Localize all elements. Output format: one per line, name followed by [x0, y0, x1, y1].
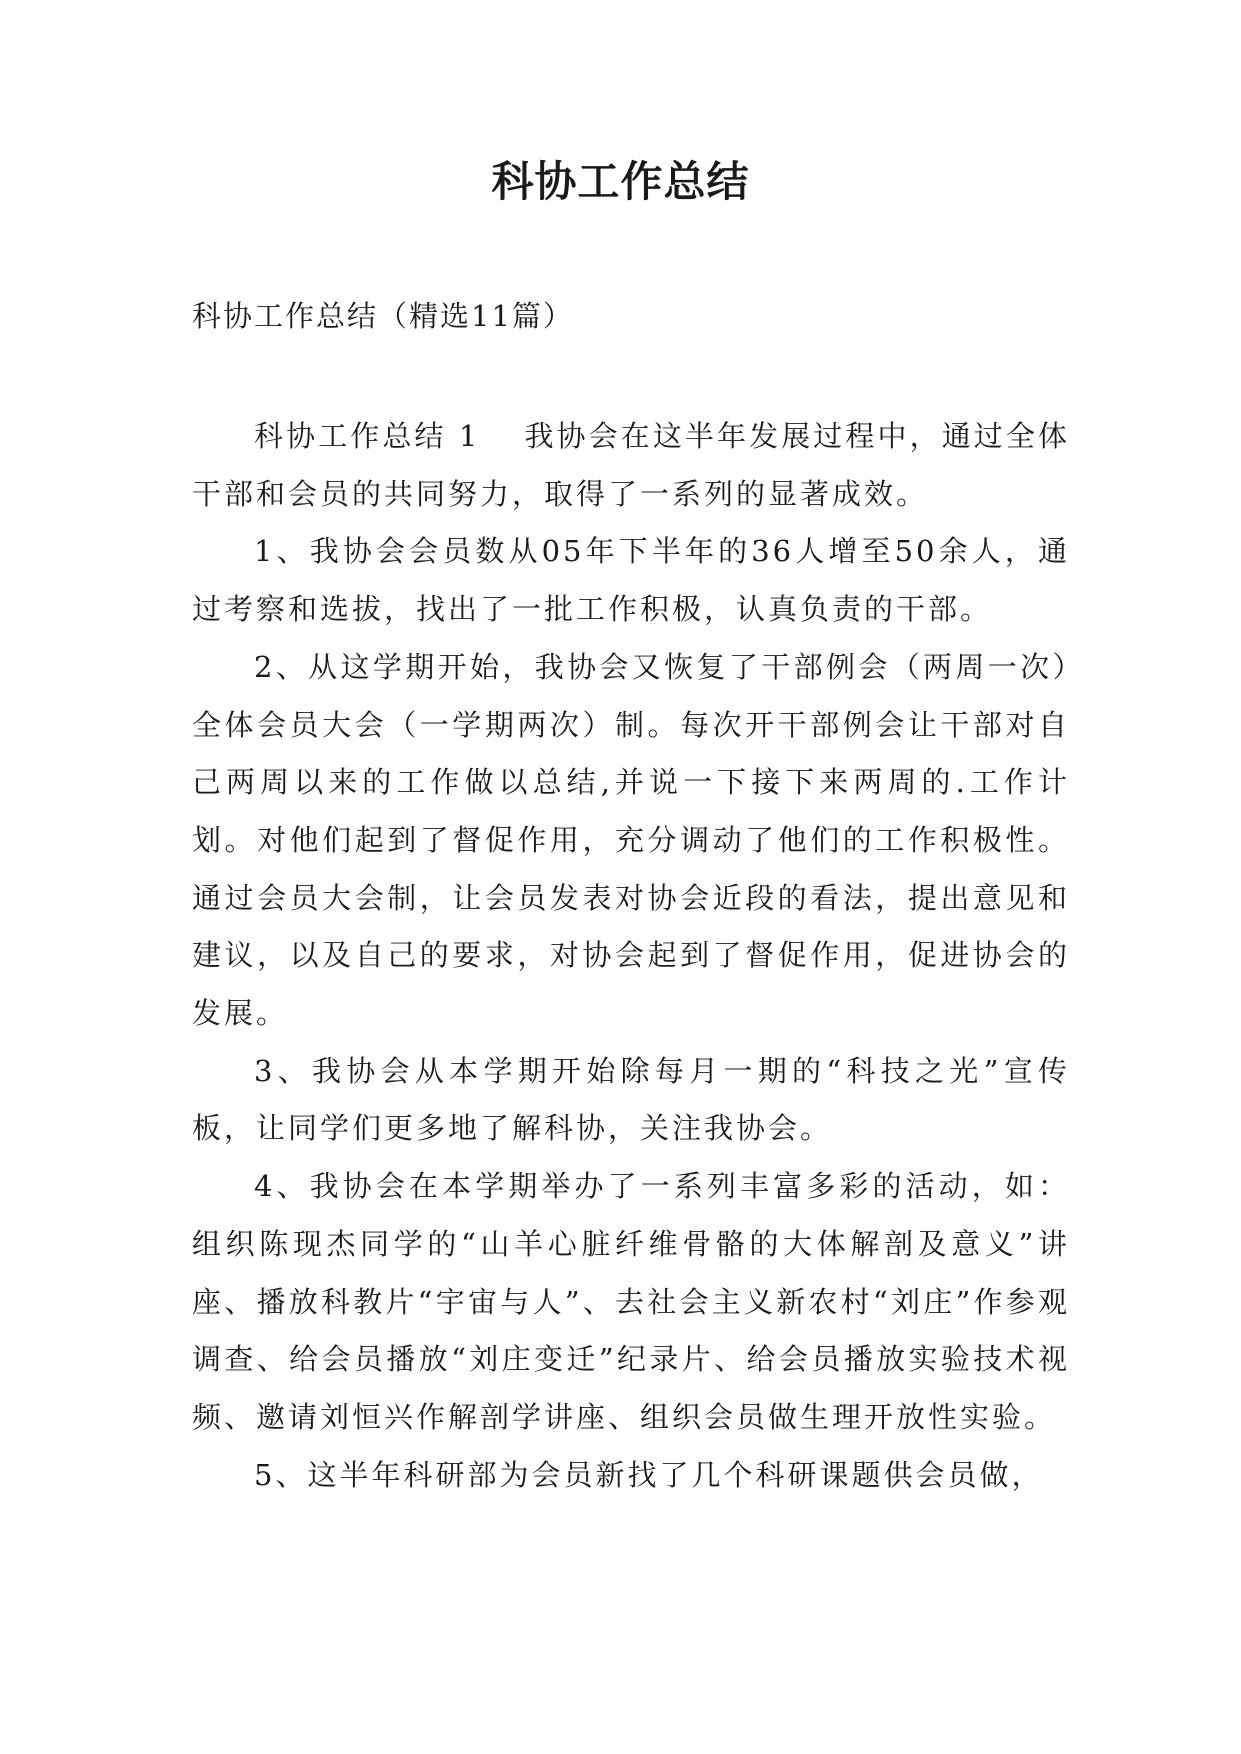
document-subtitle: 科协工作总结（精选11篇） — [192, 299, 574, 333]
paragraph-5: 5、这半年科研部为会员新找了几个科研课题供会员做， — [254, 1457, 1044, 1492]
intro-paragraph — [192, 408, 1070, 523]
document-body — [192, 408, 1070, 1504]
section-label: 科协工作总结 1 — [254, 419, 481, 453]
paragraph-4: 4、我协会在本学期举办了一系列丰富多彩的活动，如：组织陈现杰同学的“山羊心脏纤维骨骼的大体解剖及意义”讲座、播放科教片“宇宙与人”、去社会主义新农村“刘庄”作参观调查、给会员播放“刘庄变迁”纪录片、给会员播放实验技术视频、邀请刘恒兴作解剖学讲座、组织会员做生理开放性实验。 — [192, 1169, 1070, 1434]
document-title: 科协工作总结 — [491, 157, 750, 206]
intro-text: 我协会在这半年发展过程中，通过全体干部和会员的共同努力，取得了一系列的显著成效。 — [192, 419, 1070, 511]
paragraph-2: 2、从这学期开始，我协会又恢复了干部例会（两周一次）全体会员大会（一学期两次）制。每次开干部例会让干部对自己两周以来的工作做以总结,并说一下接下来两周的.工作计划。对他们起到了督促作用，充分调动了他们的工作积极性。通过会员大会制，让会员发表对协会近段的看法，提出意见和建议，以及自己的要求，对协会起到了督促作用，促进协会的发展。 — [192, 649, 1070, 1031]
paragraph-3: 3、我协会从本学期开始除每月一期的“科技之光”宣传板，让同学们更多地了解科协，关注我协会。 — [192, 1053, 1070, 1146]
paragraph-1: 1、我协会会员数从05年下半年的36人增至50余人，通过考察和选拔，找出了一批工作积极，认真负责的干部。 — [192, 534, 1070, 627]
